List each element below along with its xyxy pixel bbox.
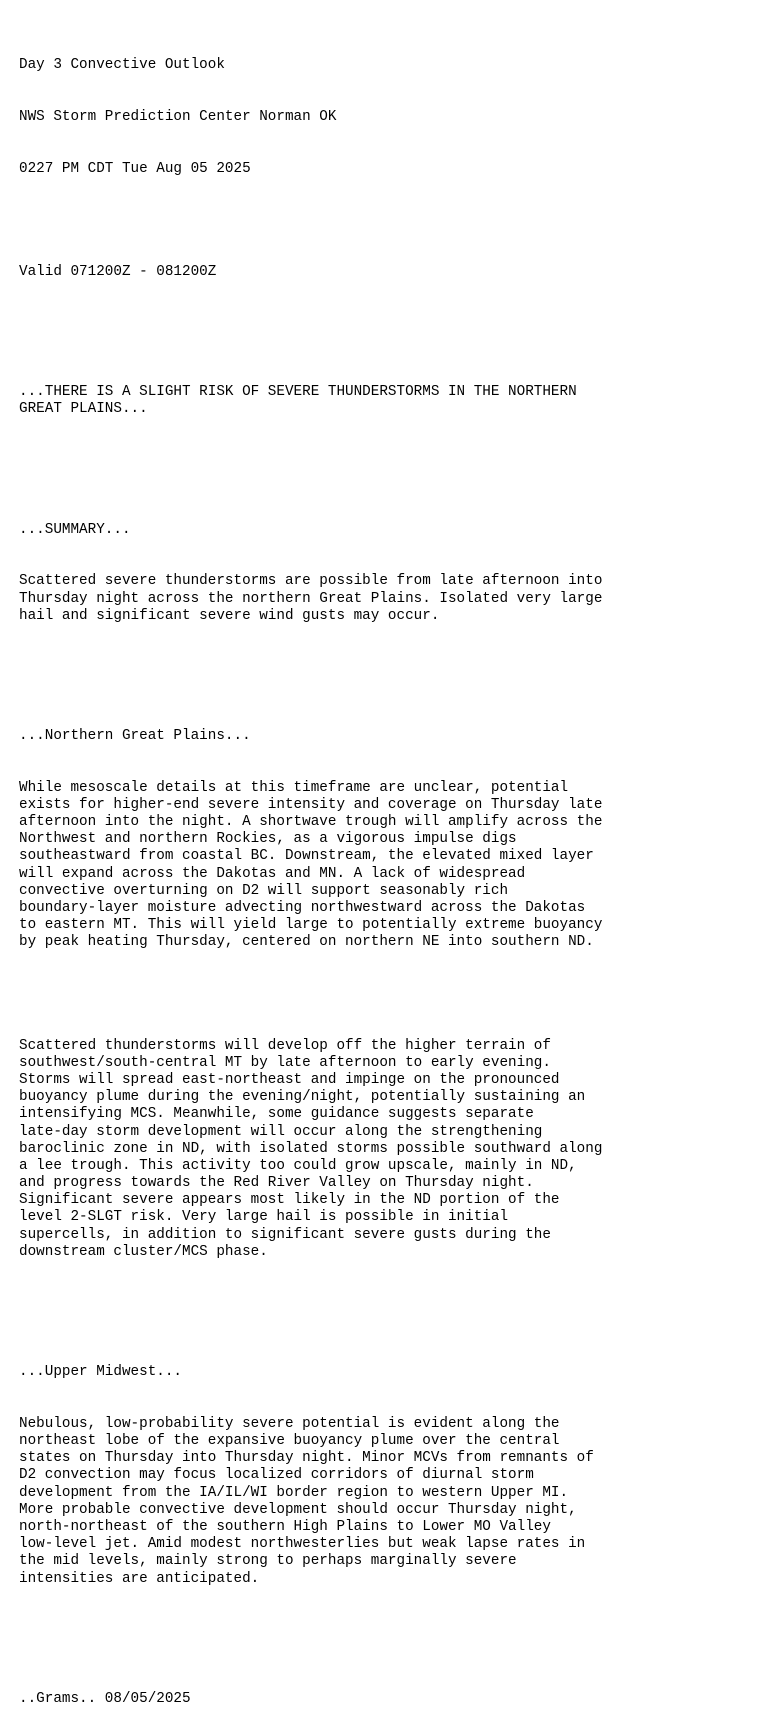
text-line: and progress towards the Red River Valley on Thursday night. (19, 1175, 534, 1192)
text-line: low-level jet. Amid modest northwesterlies but weak lapse rates in (19, 1536, 586, 1553)
text-line: GREAT PLAINS... (19, 401, 148, 418)
text-line: late-day storm development will occur along the strengthening (19, 1123, 543, 1140)
upper-midwest-heading: ...Upper Midwest... (19, 1364, 183, 1381)
blank-line (19, 986, 759, 1003)
issuing-office: NWS Storm Prediction Center Norman OK (19, 109, 337, 125)
text-line: ...THERE IS A SLIGHT RISK OF SEVERE THUNDERSTORMS IN THE NORTHERN (19, 384, 577, 401)
text-line: the mid levels, mainly strong to perhaps marginally severe (19, 1553, 517, 1570)
text-line: Nebulous, low-probability severe potential is evident along the (19, 1415, 560, 1432)
text-line: exists for higher-end severe intensity and coverage on Thursday late (19, 796, 603, 813)
text-line: Thursday night across the northern Great Plains. Isolated very large (19, 590, 603, 607)
blank-line (19, 1295, 759, 1312)
text-line: buoyancy plume during the evening/night, potentially sustaining an (19, 1089, 586, 1106)
text-line: D2 convection may focus localized corridors of diurnal storm (19, 1467, 534, 1484)
text-line: afternoon into the night. A shortwave trough will amplify across the (19, 814, 603, 831)
text-line: Scattered severe thunderstorms are possible from late afternoon into (19, 573, 603, 590)
text-line: hail and significant severe wind gusts may occur. (19, 607, 440, 624)
text-line: While mesoscale details at this timeframe are unclear, potential (19, 779, 569, 796)
risk-headline (19, 384, 759, 418)
text-line: downstream cluster/MCS phase. (19, 1243, 268, 1260)
valid-period: Valid 071200Z - 081200Z (19, 263, 217, 280)
blank-line (19, 453, 759, 470)
upper-midwest-paragraph (19, 1416, 759, 1588)
outlook-document (19, 23, 759, 1725)
text-line: southeastward from coastal BC. Downstream, the elevated mixed layer (19, 848, 594, 865)
text-line: states on Thursday into Thursday night. Minor MCVs from remnants of (19, 1450, 594, 1467)
text-line: a lee trough. This activity too could grow upscale, mainly in ND, (19, 1157, 577, 1174)
text-line: Significant severe appears most likely in the ND portion of the (19, 1192, 560, 1209)
text-line: southwest/south-central MT by late afternoon to early evening. (19, 1054, 551, 1071)
text-line: intensifying MCS. Meanwhile, some guidance suggests separate (19, 1106, 534, 1123)
blank-line (19, 212, 759, 229)
text-line: baroclinic zone in ND, with isolated storms possible southward along (19, 1140, 603, 1157)
summary-heading: ...SUMMARY... (19, 521, 131, 538)
text-line: northeast lobe of the expansive buoyancy plume over the central (19, 1433, 560, 1449)
northern-plains-heading: ...Northern Great Plains... (19, 728, 251, 745)
blank-line (19, 315, 759, 332)
text-line: to eastern MT. This will yield large to potentially extreme buoyancy (19, 917, 603, 934)
outlook-title: Day 3 Convective Outlook (19, 57, 225, 74)
northern-plains-paragraph-1 (19, 780, 759, 952)
text-line: development from the IA/IL/WI border region to western Upper MI. (19, 1484, 569, 1501)
northern-plains-paragraph-2 (19, 1038, 759, 1261)
text-line: supercells, in addition to significant severe gusts during the (19, 1226, 551, 1243)
blank-line (19, 659, 759, 676)
text-line: will expand across the Dakotas and MN. A lack of widespread (19, 865, 526, 882)
forecaster-signature: ..Grams.. 08/05/2025 (19, 1690, 191, 1707)
text-line: Storms will spread east-northeast and impinge on the pronounced (19, 1071, 560, 1088)
issue-time: 0227 PM CDT Tue Aug 05 2025 (19, 160, 251, 177)
summary-text (19, 573, 759, 625)
text-line: level 2-SLGT risk. Very large hail is possible in initial (19, 1209, 509, 1226)
text-line: More probable convective development should occur Thursday night, (19, 1501, 577, 1518)
text-line: intensities are anticipated. (19, 1570, 260, 1587)
text-line: by peak heating Thursday, centered on northern NE into southern ND. (19, 934, 594, 951)
text-line: convective overturning on D2 will support seasonably rich (19, 882, 509, 899)
text-line: Scattered thunderstorms will develop off the higher terrain of (19, 1037, 551, 1054)
text-line: Northwest and northern Rockies, as a vigorous impulse digs (19, 831, 517, 848)
blank-line (19, 1622, 759, 1639)
text-line: boundary-layer moisture advecting northwestward across the Dakotas (19, 900, 586, 917)
text-line: north-northeast of the southern High Plains to Lower MO Valley (19, 1518, 551, 1535)
